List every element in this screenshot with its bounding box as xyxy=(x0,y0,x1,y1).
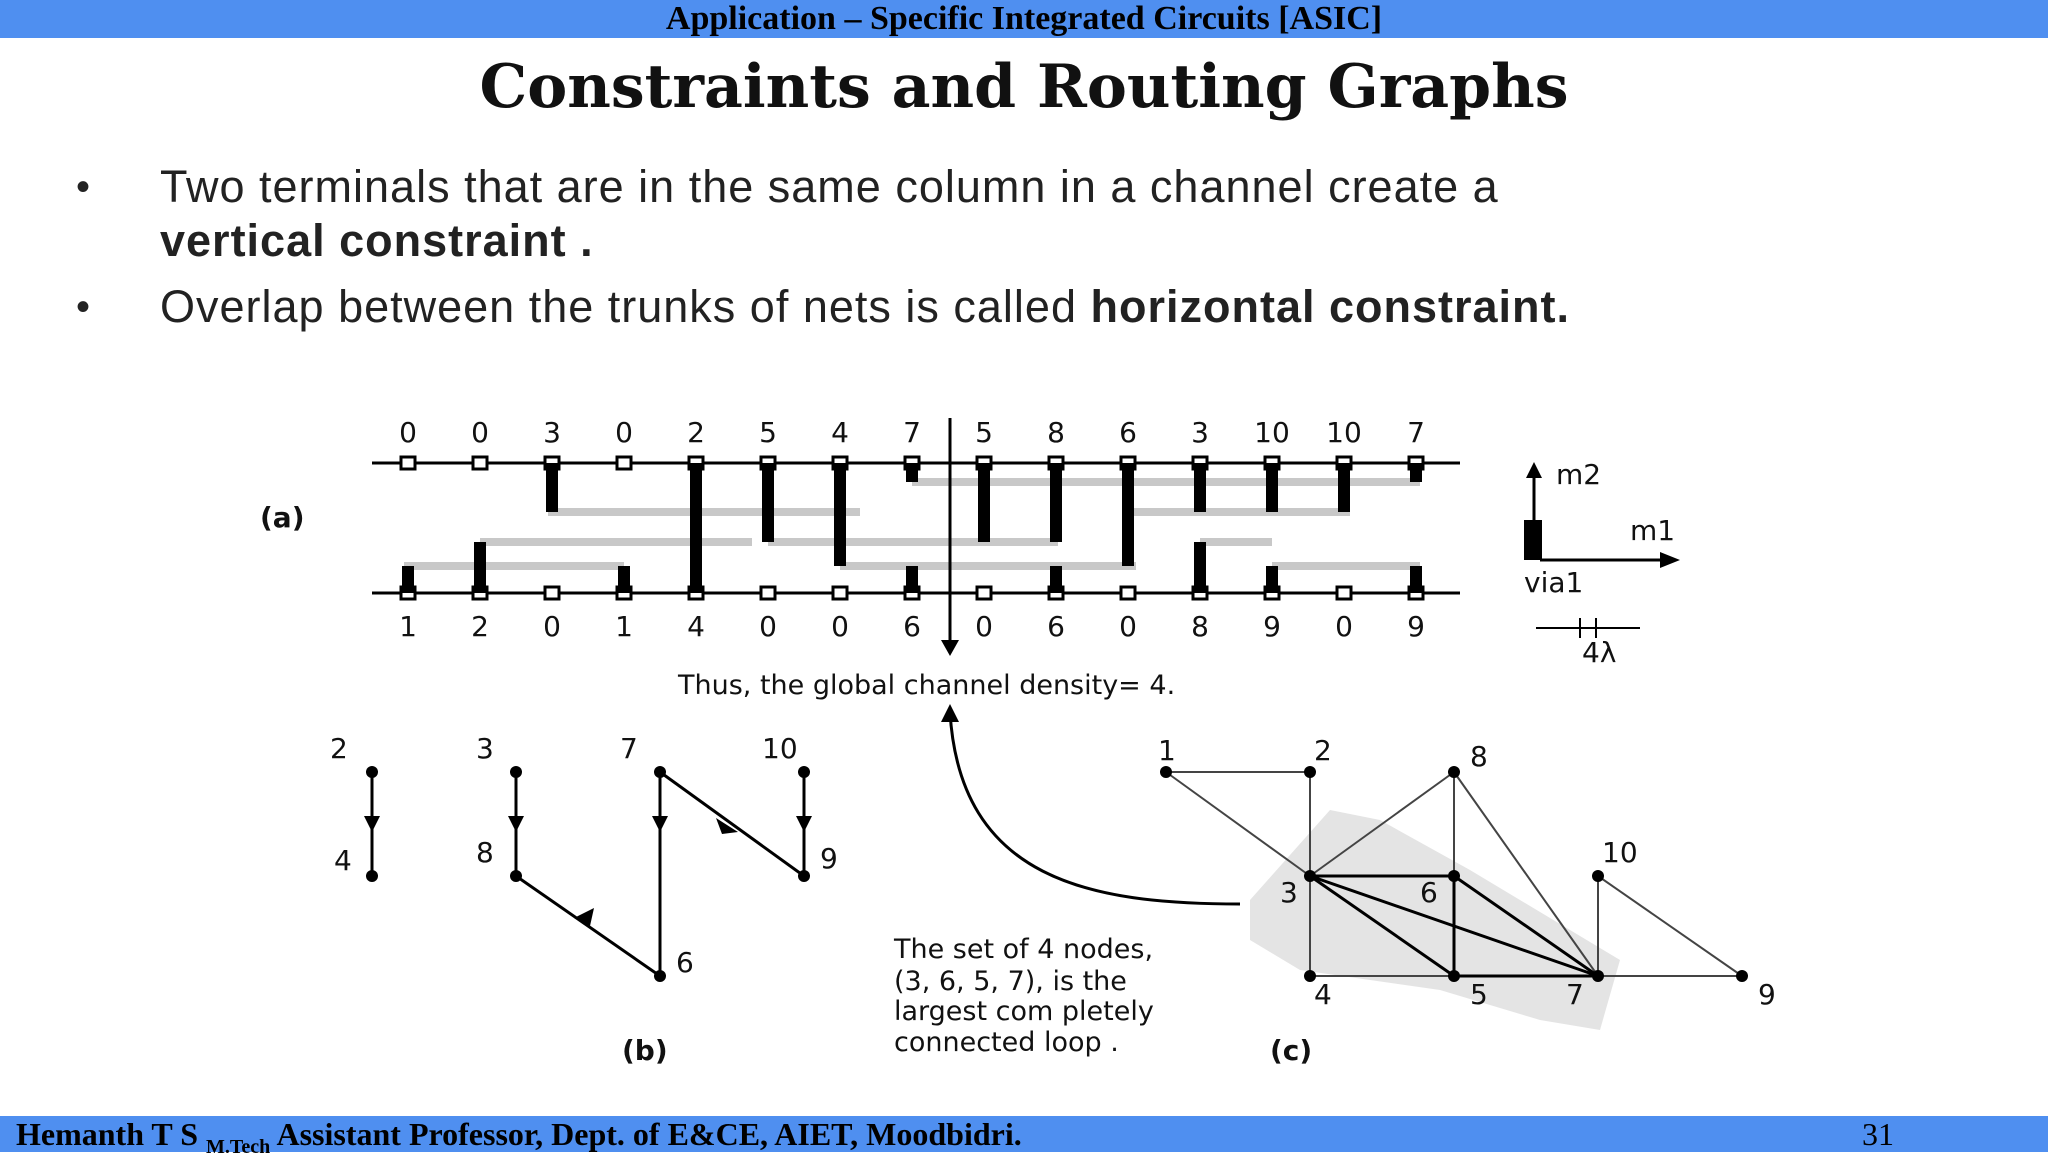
hcg-node-label: 2 xyxy=(1314,734,1332,767)
top-terminal-label: 3 xyxy=(1191,416,1209,449)
hcg-edge xyxy=(1166,772,1310,876)
hcg-node xyxy=(1448,766,1460,778)
bottom-terminal-label: 6 xyxy=(1047,610,1065,643)
bottom-branch xyxy=(1410,566,1422,593)
top-branch xyxy=(1266,463,1278,512)
bullet-text: Two terminals that are in the same column in a channel create a xyxy=(160,161,1499,212)
bottom-branch xyxy=(1266,566,1278,593)
vcg-node-label: 7 xyxy=(620,732,638,765)
bullet-bold-term: vertical constraint . xyxy=(160,215,594,266)
terminal-pin xyxy=(473,457,487,469)
density-arrow-head xyxy=(941,640,959,656)
author-name: Hemanth T S xyxy=(16,1116,198,1152)
course-title: Application – Specific Integrated Circuits [ASIC] xyxy=(665,0,1383,37)
bottom-branch xyxy=(474,542,486,593)
vcg-arrow xyxy=(364,816,380,832)
vcg-node xyxy=(798,870,810,882)
top-branch xyxy=(1338,463,1350,512)
terminal-pin xyxy=(977,587,991,599)
footer-bar xyxy=(0,1116,2048,1158)
bullet-dot: • xyxy=(76,285,92,329)
channel-diagram xyxy=(260,416,1460,701)
top-branch xyxy=(1050,463,1062,542)
vcg-node xyxy=(510,766,522,778)
hcg-node-label: 4 xyxy=(1314,978,1332,1011)
hcg-node xyxy=(1160,766,1172,778)
top-branch xyxy=(978,463,990,542)
m1-arrow-head xyxy=(1660,552,1680,568)
loop-note-line: (3, 6, 5, 7), is the xyxy=(894,966,1127,997)
label-c: (c) xyxy=(1270,1034,1313,1067)
trunk-net-1 xyxy=(404,562,624,570)
top-terminal-label: 2 xyxy=(687,416,705,449)
bottom-terminal-label: 9 xyxy=(1407,610,1425,643)
vcg-node-label: 8 xyxy=(476,836,494,869)
top-terminal-label: 7 xyxy=(903,416,921,449)
bottom-terminal-label: 0 xyxy=(975,610,993,643)
vcg-node xyxy=(654,970,666,982)
bottom-branch xyxy=(1050,566,1062,593)
hcg-node-label: 6 xyxy=(1420,876,1438,909)
hcg-node-label: 10 xyxy=(1602,836,1638,869)
bottom-terminal-label: 0 xyxy=(759,610,777,643)
vcg-node xyxy=(366,870,378,882)
bottom-branch xyxy=(690,542,702,593)
top-terminal-label: 10 xyxy=(1326,416,1362,449)
m2-arrow-head xyxy=(1526,462,1542,478)
trunk-net-10 xyxy=(1130,508,1350,516)
bullet-dot: • xyxy=(76,165,92,209)
trunk-net-4 xyxy=(840,562,1056,570)
terminal-pin xyxy=(617,457,631,469)
spacing-label: 4λ xyxy=(1582,636,1617,669)
vertical-branches xyxy=(401,457,1423,599)
vcg-edge-8-6 xyxy=(516,876,660,976)
hcg-node-label: 3 xyxy=(1280,876,1298,909)
vcg-arrow xyxy=(652,816,668,832)
m2-label: m2 xyxy=(1556,458,1602,491)
bottom-branch xyxy=(618,566,630,593)
terminal-pin xyxy=(833,587,847,599)
loop-note-line: connected loop . xyxy=(894,1027,1119,1058)
loop-note-line: largest com pletely xyxy=(894,996,1154,1027)
hcg-node xyxy=(1448,970,1460,982)
terminal-pin xyxy=(1121,587,1135,599)
vcg-node xyxy=(510,870,522,882)
top-terminal-labels xyxy=(399,416,1425,449)
bullet-bold-term: horizontal constraint. xyxy=(1090,281,1571,332)
vcg-node xyxy=(654,766,666,778)
top-terminal-label: 5 xyxy=(759,416,777,449)
trunk-net-3 xyxy=(548,508,860,516)
vcg-node-label: 2 xyxy=(330,732,348,765)
bullet-text: Overlap between the trunks of nets is called xyxy=(160,281,1077,332)
terminal-pin xyxy=(545,587,559,599)
vcg-node-label: 4 xyxy=(334,844,352,877)
top-terminal-label: 0 xyxy=(471,416,489,449)
terminal-pin xyxy=(761,587,775,599)
vcg-node xyxy=(798,766,810,778)
top-terminal-label: 0 xyxy=(615,416,633,449)
hcg-node xyxy=(1592,970,1604,982)
slide-title: Constraints and Routing Graphs xyxy=(479,52,1569,122)
bottom-terminal-label: 9 xyxy=(1263,610,1281,643)
m1-label: m1 xyxy=(1630,514,1676,547)
via-stack xyxy=(1524,520,1542,560)
top-branch xyxy=(1194,463,1206,512)
footer-author xyxy=(16,1116,1022,1165)
hcg-node-label: 8 xyxy=(1470,740,1488,773)
hcg-node xyxy=(1592,870,1604,882)
author-degree: M.Tech xyxy=(205,1136,271,1158)
vcg-arrow xyxy=(508,816,524,832)
vcg-node-label: 10 xyxy=(762,732,798,765)
vcg-edge-7-9 xyxy=(660,772,804,876)
hcg-node xyxy=(1304,766,1316,778)
top-branch xyxy=(1410,463,1422,482)
bottom-terminal-label: 1 xyxy=(615,610,633,643)
top-terminal-label: 8 xyxy=(1047,416,1065,449)
top-terminal-label: 0 xyxy=(399,416,417,449)
author-position: Assistant Professor, Dept. of E&CE, AIET, Moodbidri. xyxy=(276,1116,1022,1152)
label-b: (b) xyxy=(622,1034,668,1067)
hcg-node xyxy=(1736,970,1748,982)
top-terminal-label: 10 xyxy=(1254,416,1290,449)
hcg-node-label: 1 xyxy=(1158,734,1176,767)
hcg-node-label: 5 xyxy=(1470,978,1488,1011)
bottom-terminal-label: 0 xyxy=(1119,610,1137,643)
layer-legend xyxy=(1524,458,1680,669)
bottom-terminal-label: 0 xyxy=(1335,610,1353,643)
hcg-node xyxy=(1448,870,1460,882)
horizontal-constraint-graph xyxy=(1158,734,1776,1067)
bottom-terminal-label: 8 xyxy=(1191,610,1209,643)
vcg-node xyxy=(366,766,378,778)
vcg-node-label: 3 xyxy=(476,732,494,765)
top-terminal-label: 7 xyxy=(1407,416,1425,449)
trunk-net-2 xyxy=(480,538,752,546)
vcg-node-label: 6 xyxy=(676,946,694,979)
bottom-branch xyxy=(906,566,918,593)
bottom-terminal-label: 0 xyxy=(543,610,561,643)
label-a: (a) xyxy=(260,501,305,534)
page-number: 31 xyxy=(1862,1116,1894,1152)
terminal-pin xyxy=(401,457,415,469)
top-branch xyxy=(762,463,774,542)
bottom-terminal-label: 2 xyxy=(471,610,489,643)
vcg-node-label: 9 xyxy=(820,842,838,875)
via-label: via1 xyxy=(1524,566,1584,599)
vertical-constraint-graph xyxy=(330,732,838,1067)
bottom-branch xyxy=(1194,542,1206,593)
top-terminal-label: 6 xyxy=(1119,416,1137,449)
trunk-net-8 xyxy=(1200,538,1272,546)
trunk-net-5 xyxy=(768,538,1058,546)
top-terminal-label: 5 xyxy=(975,416,993,449)
top-branch xyxy=(1122,463,1134,566)
hcg-node-label: 9 xyxy=(1758,978,1776,1011)
terminal-pin xyxy=(1337,587,1351,599)
density-pointer-head xyxy=(941,704,959,722)
trunk-net-9 xyxy=(1272,562,1420,570)
bottom-terminal-label: 0 xyxy=(831,610,849,643)
bottom-branch xyxy=(402,566,414,593)
top-terminal-label: 3 xyxy=(543,416,561,449)
bottom-terminal-label: 1 xyxy=(399,610,417,643)
bottom-terminal-labels xyxy=(399,610,1425,643)
top-branch xyxy=(546,463,558,512)
top-branch xyxy=(834,463,846,566)
hcg-node-label: 7 xyxy=(1566,978,1584,1011)
loop-note xyxy=(893,934,1154,1058)
top-terminal-label: 4 xyxy=(831,416,849,449)
vcg-arrow xyxy=(796,816,812,832)
density-pointer-curve xyxy=(950,712,1240,904)
loop-note-line: The set of 4 nodes, xyxy=(894,934,1154,965)
top-branch xyxy=(690,463,702,542)
bottom-terminal-label: 4 xyxy=(687,610,705,643)
hcg-node xyxy=(1304,870,1316,882)
density-note: Thus, the global channel density= 4. xyxy=(678,670,1176,701)
top-branch xyxy=(906,463,918,482)
bottom-terminal-label: 6 xyxy=(903,610,921,643)
